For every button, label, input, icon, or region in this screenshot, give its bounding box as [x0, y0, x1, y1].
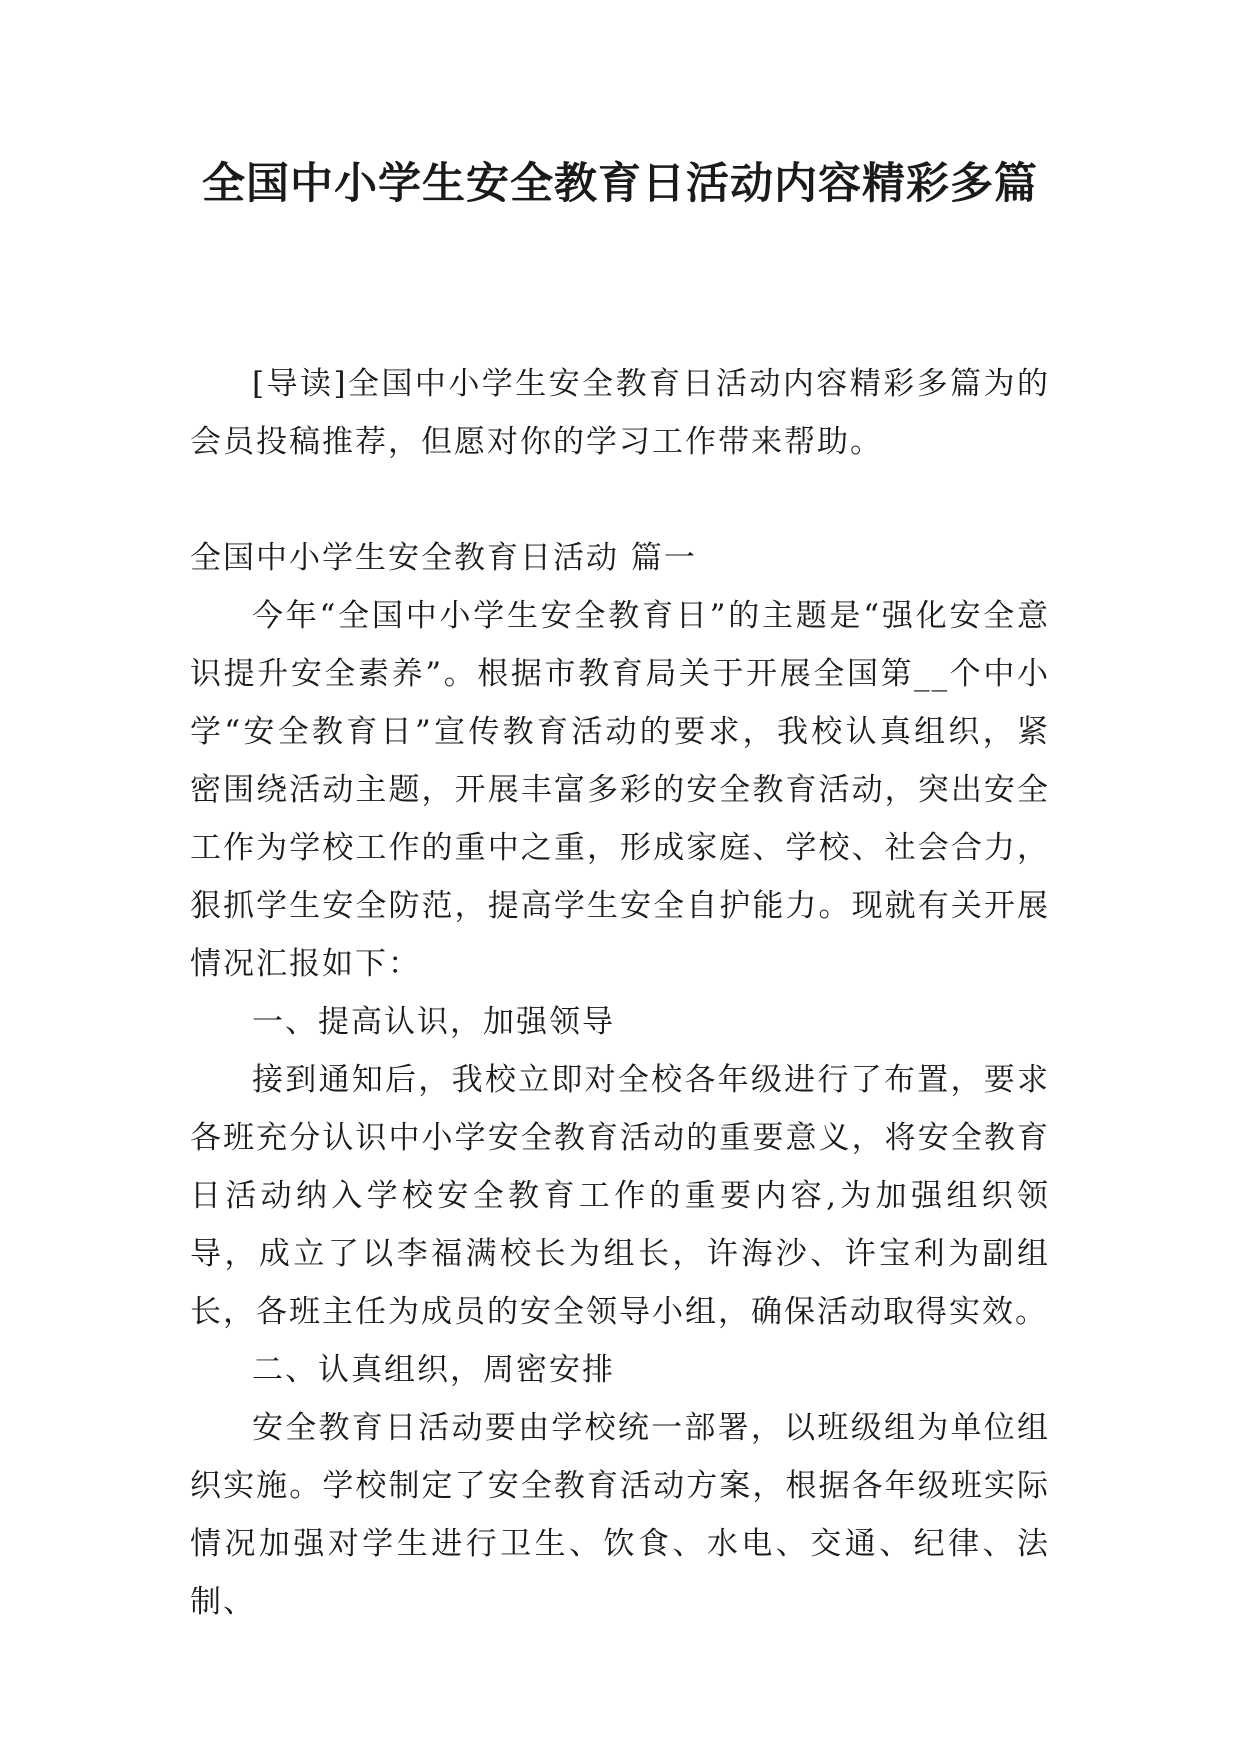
- section-heading: 全国中小学生安全教育日活动 篇一: [190, 540, 697, 576]
- document-body: [190, 355, 1050, 1631]
- body-paragraph: 接到通知后，我校立即对全校各年级进行了布置，要求各班充分认识中小学安全教育活动的重要意义，将安全教育日活动纳入学校安全教育工作的重要内容,为加强组织领导，成立了以李福满校长为组长，许海沙、许宝利为副组长，各班主任为成员的安全领导小组，确保活动取得实效。: [190, 1062, 1050, 1330]
- subheading-2: 二、认真组织，周密安排: [252, 1352, 615, 1388]
- subheading-1: 一、提高认识，加强领导: [252, 1004, 615, 1040]
- document-title: 全国中小学生安全教育日活动内容精彩多篇: [202, 159, 1038, 209]
- body-paragraph: 安全教育日活动要由学校统一部署，以班级组为单位组织实施。学校制定了安全教育活动方案，根据各年级班实际情况加强对学生进行卫生、饮食、水电、交通、纪律、法制、: [190, 1410, 1050, 1620]
- intro-paragraph: [导读]全国中小学生安全教育日活动内容精彩多篇为的会员投稿推荐，但愿对你的学习工作带来帮助。: [190, 366, 1050, 460]
- body-paragraph: 今年“全国中小学生安全教育日”的主题是“强化安全意识提升安全素养”。根据市教育局关于开展全国第__个中小学“安全教育日”宣传教育活动的要求，我校认真组织，紧密围绕活动主题，开展丰富多彩的安全教育活动，突出安全工作为学校工作的重中之重，形成家庭、学校、社会合力，狠抓学生安全防范，提高学生安全自护能力。现就有关开展情况汇报如下：: [190, 598, 1050, 982]
